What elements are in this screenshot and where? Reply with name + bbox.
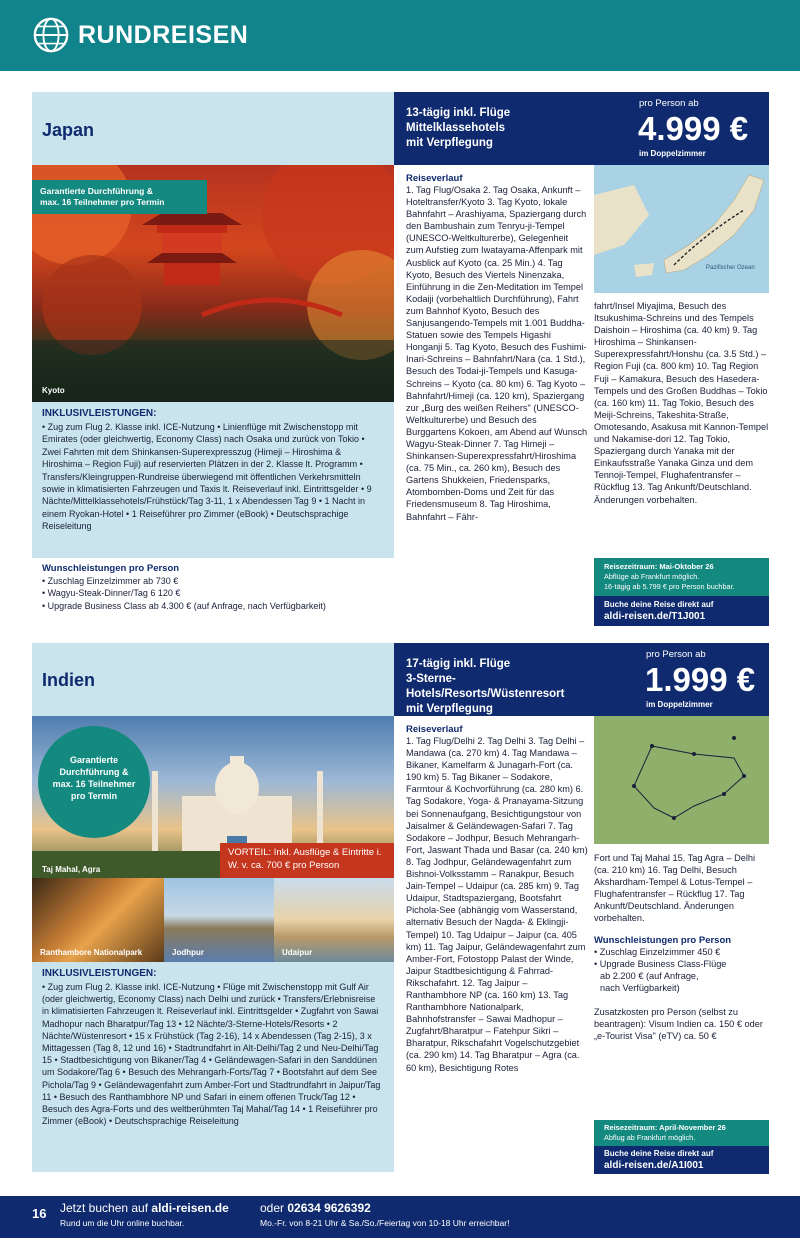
india-book-url[interactable]: aldi-reisen.de/A1I001 [604,1160,704,1171]
japan-period-title: Reisezeitraum: Mai-Oktober 26 [604,562,714,571]
india-wish-item: • Upgrade Business Class-Flüge [594,958,727,969]
globe-icon [32,16,70,54]
japan-book-line: Buche deine Reise direkt auf [604,600,714,609]
india-map [594,716,769,844]
footer-phone-number[interactable]: 02634 9626392 [287,1201,371,1215]
india-route-col2 [594,852,769,1042]
india-photo-jodhpur [164,878,274,962]
japan-wish-item: • Wagyu-Steak-Dinner/Tag 6 120 € [42,588,181,599]
japan-map [594,165,769,293]
japan-guarantee-badge [32,180,207,214]
india-duration-line: mit Verpflegung [406,703,493,715]
footer-bar [0,1196,800,1238]
japan-photo-kyoto [32,165,394,402]
japan-price-box [594,92,769,165]
india-wish-title: Wunschleistungen pro Person [594,934,732,946]
india-incl-title: INKLUSIVLEISTUNGEN: [42,968,157,979]
india-photo-taj [32,716,394,878]
japan-duration-line: Mittelklassehotels [406,122,506,134]
footer-book-sub: Rund um die Uhr online buchbar. [60,1218,185,1228]
india-duration-line: 17-tägig inkl. Flüge [406,658,511,670]
japan-badge-line: Garantierte Durchführung & [40,186,153,196]
japan-inclusive-panel [32,402,394,558]
india-wish-item: nach Verfügbarkeit) [600,982,680,993]
japan-wish-block [42,563,392,612]
india-badge-line: pro Termin [70,791,118,801]
japan-period-line: Abflüge ab Frankfurt möglich. [604,572,700,581]
india-photo-label: Ranthambore Nationalpark [40,948,143,957]
footer-phone-sub: Mo.-Fr. von 8-21 Uhr & Sa./So./Feiertag von 10-18 Uhr erreichbar! [260,1218,510,1228]
footer-phone [260,1201,371,1215]
india-inclusive-panel [32,962,394,1172]
india-photo-udaipur [274,878,394,962]
section-title: RUNDREISEN [78,21,249,49]
india-photo-label: Jodhpur [172,948,204,957]
india-badge-line: max. 16 Teilnehmer [52,779,136,789]
japan-period-box [594,558,769,596]
india-book-line: Buche deine Reise direkt auf [604,1149,714,1158]
india-period-title: Reisezeitraum: April-November 26 [604,1123,726,1132]
japan-route-col1 [406,173,588,523]
japan-route-col2 [594,300,769,506]
japan-route-text: 1. Tag Flug/Osaka 2. Tag Osaka, Ankunft – Hoteltransfer/Kyoto 3. Tag Kyoto, lokale Bahnfahrt – Arashiyama, Spaziergang durch den Bambushain zum Tenryu-ji-Tempel (UNESCO-Weltkulturerbe), Gelegenheit zum Aufstieg zum Iwatayama-Affenpark mit Ausblick auf Kyoto (ca. 25 Min.) 4. Tag Kyoto, Besuch des Viertels Ninenzaka, Einführung in die Zen-Meditation im Tempel Kodaiji (vorbehaltlich Durchführung), Fahrt zum Bahnhof Kyoto, Besuch des Sanjusangendo-Tempels mit 1.001 Buddha-Statuen sowie des Tempels Higashi Honganji 5. Tag Kyoto, Besuch des Fushimi-Inari-Schreins – Bahnfahrt/Nara (ca. 1 Std.), Besuch des Todai-ji-Tempels und Kasuga-Schreins – Kyoto (ca. 80 km) 6. Tag Kyoto – Bahnfahrt/Himeji (ca. 120 km), Spaziergang zur „Burg des weißen Reihers" (UNESCO-Weltkulturerbe) und Besuch des Burggartens Kokoen, am Abend auf Wunsch Wagyu-Steak-Dinner 7. Tag Himeji – Shinkansen-Superexpressfahrt/Hiroshima (ca. 75 Min., ca. 260 km), Besuch des Gartens Shukkeien, Friedensparks, Atombomben-Doms und Zeit für das Friedensmuseum 8. Tag Hiroshima, Bahnfahrt – Fähr- [406,185,588,522]
india-route-text: Fort und Taj Mahal 15. Tag Agra – Delhi (ca. 210 km) 16. Tag Delhi, Besuch Akshardham-Tempel & Lotus-Tempel – Flughafentransfer – Rückflug 17. Tag Ankunft/Deutschland. Änderungen vorbehalten. [594,853,756,924]
japan-photo-label: Kyoto [42,386,65,395]
footer-book-prefix: Jetzt buchen auf [60,1201,149,1215]
india-route-title: Reiseverlauf [406,724,463,735]
india-price-box [594,643,769,716]
japan-price-prefix: pro Person ab [639,98,699,109]
japan-wish-title: Wunschleistungen pro Person [42,563,180,574]
page-number: 16 [32,1206,47,1221]
india-photo-label: Udaipur [282,948,313,957]
india-book-link[interactable] [594,1146,769,1174]
india-photo-label: Taj Mahal, Agra [42,865,101,874]
india-map-illustration [594,716,769,844]
india-incl-text: • Zug zum Flug 2. Klasse inkl. ICE-Nutzung • Flüge mit Zwischenstopp mit Gulf Air (oder gleichwertig, Economy Class) nach Delhi und zurück • Transfers/Erlebnisreise in klimatisierten Fahrzeugen lt. Reiseverlauf inkl. Eintrittsgelder • Zugfahrt von Sawai Madhopur nach Bharatpur/Tag 13 • 12 Nächte/3-Sterne-Hotels/Resorts • 2 Nächte/Wüstenresort • 15 x Frühstück (Tag 2-16), 14 x Abendessen (Tag 2-15), 3 x Mittagessen (Tag 8, 12 und 16) • Stadtrundfahrt in Alt-Delhi/Tag 2 und Neu-Delhi/Tag 15 • Stadtbesichtigung von Bikaner/Tag 4 • Geländewagen-Safari in den Sanddünen um Sodakore/Tag 6 • Besuch des Mehrangarh-Forts/Tag 7 • Bootsfahrt auf dem See Pichola/Tag 9 • Geländewagenfahrt zum Amber-Fort und Stadtrundfahrt in Jaipur/Tag 11 • Besuch des Ranthambhore NP und Safari in einem offenen Truck/Tag 12 • Besuch des Agra-Forts und des weltberühmten Taj Mahal/Tag 14 • 1 Reiseführer pro Zimmer (eBook) • Deutschsprachige Reiseleitung [42,982,381,1127]
india-badge-line: Durchführung & [59,767,129,777]
japan-route-text: fahrt/Insel Miyajima, Besuch des Itsukushima-Schreins und des Tempels Daishoin – Hiroshima (ca. 40 km) 9. Tag Hiroshima – Shinkansen-Superexpressfahrt/Honshu (ca. 3.5 Std.) – Region Fuji (ca. 800 km) 10. Tag Region Fuji – Kamakura, Besuch des Hasedera-Tempels und des Großen Buddhas – Tokio (ca. 160 km) 11. Tag Tokio, Besuch des Meiji-Schreins, Takeshita-Straße, Omotesando, Asakusa mit Kannon-Tempel und Nakamise-dori 12. Tag Tokio, Spaziergang durch Yanaka mit der Einkaufsstraße Yanaka Ginza und dem Tennoji-Tempel, Flughafentransfer – Rückflug 13. Tag Ankunft/Deutschland. Änderungen vorbehalten. [594,301,769,505]
india-period-box [594,1120,769,1146]
japan-period-line: 16-tägig ab 5.799 € pro Person buchbar. [604,581,735,591]
india-price: 1.999 € [645,661,756,698]
india-vorteil-box [220,843,394,878]
japan-map-ocean-label: Pazifischer Ozean [706,265,755,271]
india-badge-line: Garantierte [69,755,119,765]
japan-title-panel [32,92,394,165]
japan-duration-bar [394,92,594,165]
india-duration-bar [394,643,594,716]
footer-book [60,1201,229,1215]
india-photo-ranthambore [32,878,164,962]
japan-incl-title: INKLUSIVLEISTUNGEN: [42,408,157,419]
india-price-prefix: pro Person ab [646,649,706,660]
india-wish-item: • Zuschlag Einzelzimmer 450 € [594,946,721,957]
japan-route-title: Reiseverlauf [406,173,463,184]
japan-book-link[interactable] [594,596,769,626]
japan-badge-line: max. 16 Teilnehmer pro Termin [40,197,165,207]
japan-price: 4.999 € [638,110,749,147]
japan-price-suffix: im Doppelzimmer [639,149,706,158]
footer-phone-prefix: oder [260,1201,285,1215]
india-title-panel [32,643,394,716]
japan-wish-item: • Upgrade Business Class ab 4.300 € (auf Anfrage, nach Verfügbarkeit) [42,600,326,611]
japan-incl-text: • Zug zum Flug 2. Klasse inkl. ICE-Nutzung • Linienflüge mit Zwischenstopp mit Emirates (oder gleichwertig, Economy Class) nach Osaka und zurück von Tokio • Zwei Fahrten mit dem Shinkansen-Superexpresszug (Himeji – Hiroshima & Hiroshima – Region Fuji) auf reservierten Plätzen in der 2. Klasse lt. Programm • Transfers/Kleingruppen-Rundreise überwiegend mit öffentlichen Verkehrsmitteln sowie in klimatisierten Fahrzeugen und Taxis lt. Reiseverlauf inkl. Eintrittsgelder • 9 Nächte/Mittelklassehotels/Frühstück/Tag 3-11, 1 x Abendessen Tag 9 • 1 Nacht in einem Ryokan-Hotel • 1 Reiseführer pro Zimmer (eBook) • Deutschsprachige Reiseleitung [42,422,372,532]
japan-map-illustration [594,165,769,293]
japan-duration-line: mit Verpflegung [406,137,493,149]
india-route-text: 1. Tag Flug/Delhi 2. Tag Delhi 3. Tag Delhi – Mandawa (ca. 270 km) 4. Tag Mandawa – Bikaner, Kamelfarm & Junagarh-Fort (ca. 190 km) 5. Tag Bikaner – Sodakore, Farmtour & Kochvorführung (ca. 280 km) 6. Tag Sodakore, Yoga- & Pranayama-Sitzung bei Sonnenaufgang, Besichtigungstour von Jaisalmer & Geländewagen-Safari 7. Tag Sodakore – Jodhpur, Besuch Mehrangarh-Fort, Jaswant Thada und Basar (ca. 240 km) 8. Tag Jodhpur, Geländewagenfahrt zum Bishnoi-Volksstamm – Ranakpur, Besuch Jain-Tempel – Udaipur (ca. 285 km) 9. Tag Udaipur, Stadtspaziergang, Bootsfahrt Pichola-See (abhängig vom Wasserstand, alternativ Besuch der Nagda- & Eklingji-Tempel) 10. Tag Udaipur – Jaipur (ca. 405 km) 11. Tag Jaipur, Geländewagenfahrt zum Amber-Fort, Fotostopp Palast der Winde, Jaipur Stadtbesichtigung & Fahrrad-Rikschafahrt. 12. Tag Jaipur – Ranthambhore NP (ca. 160 km) 13. Tag Ranthambhore Nationalpark, Bahnhofstransfer – Sawai Madhopur – Zugfahrt/Bharatpur – Fatehpur Sikri – Bharatpur, Rikschafahrt Vogelschutzgebiet (ca. 290 km) 14. Tag Bharatpur – Agra (ca. 60 km), Besichtigung Rotes [406,736,588,1073]
japan-duration-line: 13-tägig inkl. Flüge [406,107,511,119]
india-duration-line: 3-Sterne-Hotels/Resorts/Wüstenresort [406,673,565,700]
footer-book-site[interactable]: aldi-reisen.de [151,1201,229,1215]
india-extra-costs: Zusatzkosten pro Person (selbst zu beantragen): Visum Indien ca. 150 € oder „e-Tourist Visa" (eTV) ca. 50 € [594,1006,763,1042]
india-route-col1 [406,724,588,1074]
india-vorteil-text: VORTEIL: Inkl. Ausflüge & Eintritte i. W. v. ca. 700 € pro Person [228,847,382,871]
india-wish-item: ab 2.200 € (auf Anfrage, [600,970,699,981]
japan-book-url[interactable]: aldi-reisen.de/T1J001 [604,611,706,622]
japan-title: Japan [42,120,95,140]
india-title: Indien [42,670,95,690]
india-guarantee-badge [38,726,150,838]
header-bar [0,0,800,71]
india-period-line: Abflug ab Frankfurt möglich. [604,1133,696,1142]
japan-wish-item: • Zuschlag Einzelzimmer ab 730 € [42,576,179,586]
india-price-suffix: im Doppelzimmer [646,700,713,709]
